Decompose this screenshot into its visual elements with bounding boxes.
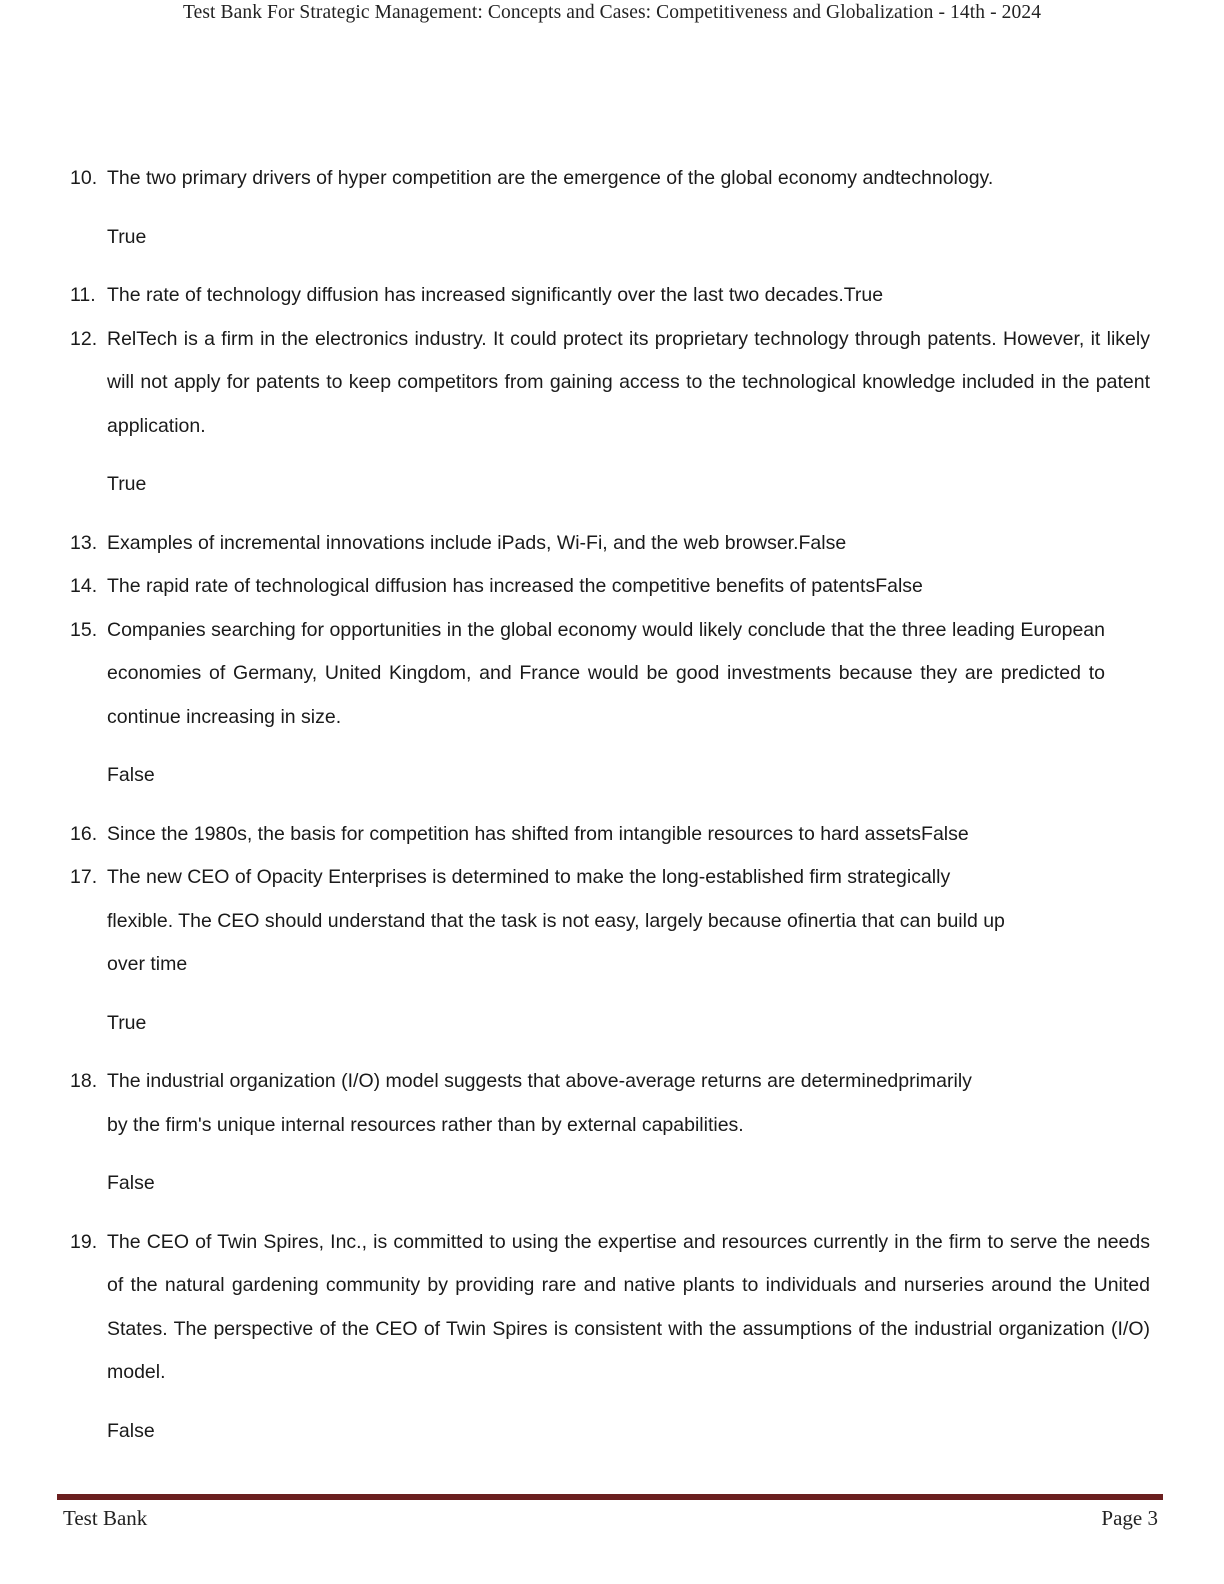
question-item	[60, 522, 1150, 566]
answer-text: False	[107, 764, 155, 786]
question-text: The two primary drivers of hyper competition are the emergence of the global economy andtechnology.	[107, 167, 994, 189]
question-text-line: The new CEO of Opacity Enterprises is determined to make the long-established firm strategically	[107, 866, 951, 888]
question-item	[60, 274, 1150, 318]
question-text: The CEO of Twin Spires, Inc., is committed to using the expertise and resources currently in the firm to serve the needs of the natural gardening community by providing rare and native plants to individuals and nurseries around the United States. The perspective of the CEO of Twin Spires is consistent with the assumptions of the industrial organization (I/O) model.	[107, 1230, 1150, 1383]
question-number: 10.	[70, 167, 98, 189]
question-number: 15.	[70, 618, 98, 641]
question-number: 19.	[70, 1230, 98, 1253]
question-number: 12.	[70, 327, 98, 350]
question-item	[60, 813, 1150, 857]
question-item	[60, 1060, 1150, 1147]
question-number: 11.	[70, 284, 96, 306]
question-text-line: The industrial organization (I/O) model suggests that above-average returns are determinedprimarily	[107, 1070, 972, 1092]
question-list	[60, 157, 1150, 1468]
answer-text: False	[107, 1419, 155, 1442]
answer-text: True	[107, 1011, 147, 1034]
question-text: RelTech is a firm in the electronics industry. It could protect its proprietary technology through patents. However, it likely will not apply for patents to keep competitors from gaining access to the technological knowledge included in the patent application.	[107, 327, 1150, 437]
question-text-line: flexible. The CEO should understand that the task is not easy, largely because ofinertia that can build up	[107, 909, 1005, 932]
question-text: The rate of technology diffusion has increased significantly over the last two decades.True	[107, 284, 884, 306]
question-text-line: over time	[107, 953, 188, 975]
question-item	[60, 318, 1150, 449]
page-number: Page 3	[1101, 1506, 1158, 1530]
question-item	[60, 1221, 1150, 1395]
answer-text: False	[107, 1172, 155, 1194]
question-number: 13.	[70, 531, 98, 554]
question-item	[60, 157, 1150, 201]
question-number: 18.	[70, 1070, 98, 1092]
question-number: 16.	[70, 822, 98, 845]
question-text-line: by the firm's unique internal resources rather than by external capabilities.	[107, 1113, 744, 1136]
footer-divider	[57, 1494, 1163, 1500]
page-header: Test Bank For Strategic Management: Concepts and Cases: Competitiveness and Globalization - 14th - 2024	[182, 2, 1042, 23]
answer-text: True	[107, 225, 147, 248]
question-number: 17.	[70, 866, 98, 888]
question-text: Companies searching for opportunities in the global economy would likely conclude that the three leading European economies of Germany, United Kingdom, and France would be good investments because they are predicted to continue increasing in size.	[107, 618, 1105, 728]
question-number: 14.	[70, 575, 98, 597]
question-text: Since the 1980s, the basis for competition has shifted from intangible resources to hard assetsFalse	[107, 822, 969, 845]
footer-label: Test Bank	[63, 1506, 148, 1530]
question-text: Examples of incremental innovations include iPads, Wi-Fi, and the web browser.False	[107, 531, 847, 554]
question-item	[60, 856, 1150, 987]
answer-text: True	[107, 473, 147, 495]
question-item	[60, 609, 1150, 740]
question-text: The rapid rate of technological diffusion has increased the competitive benefits of patentsFalse	[107, 575, 923, 597]
question-item	[60, 565, 1150, 609]
